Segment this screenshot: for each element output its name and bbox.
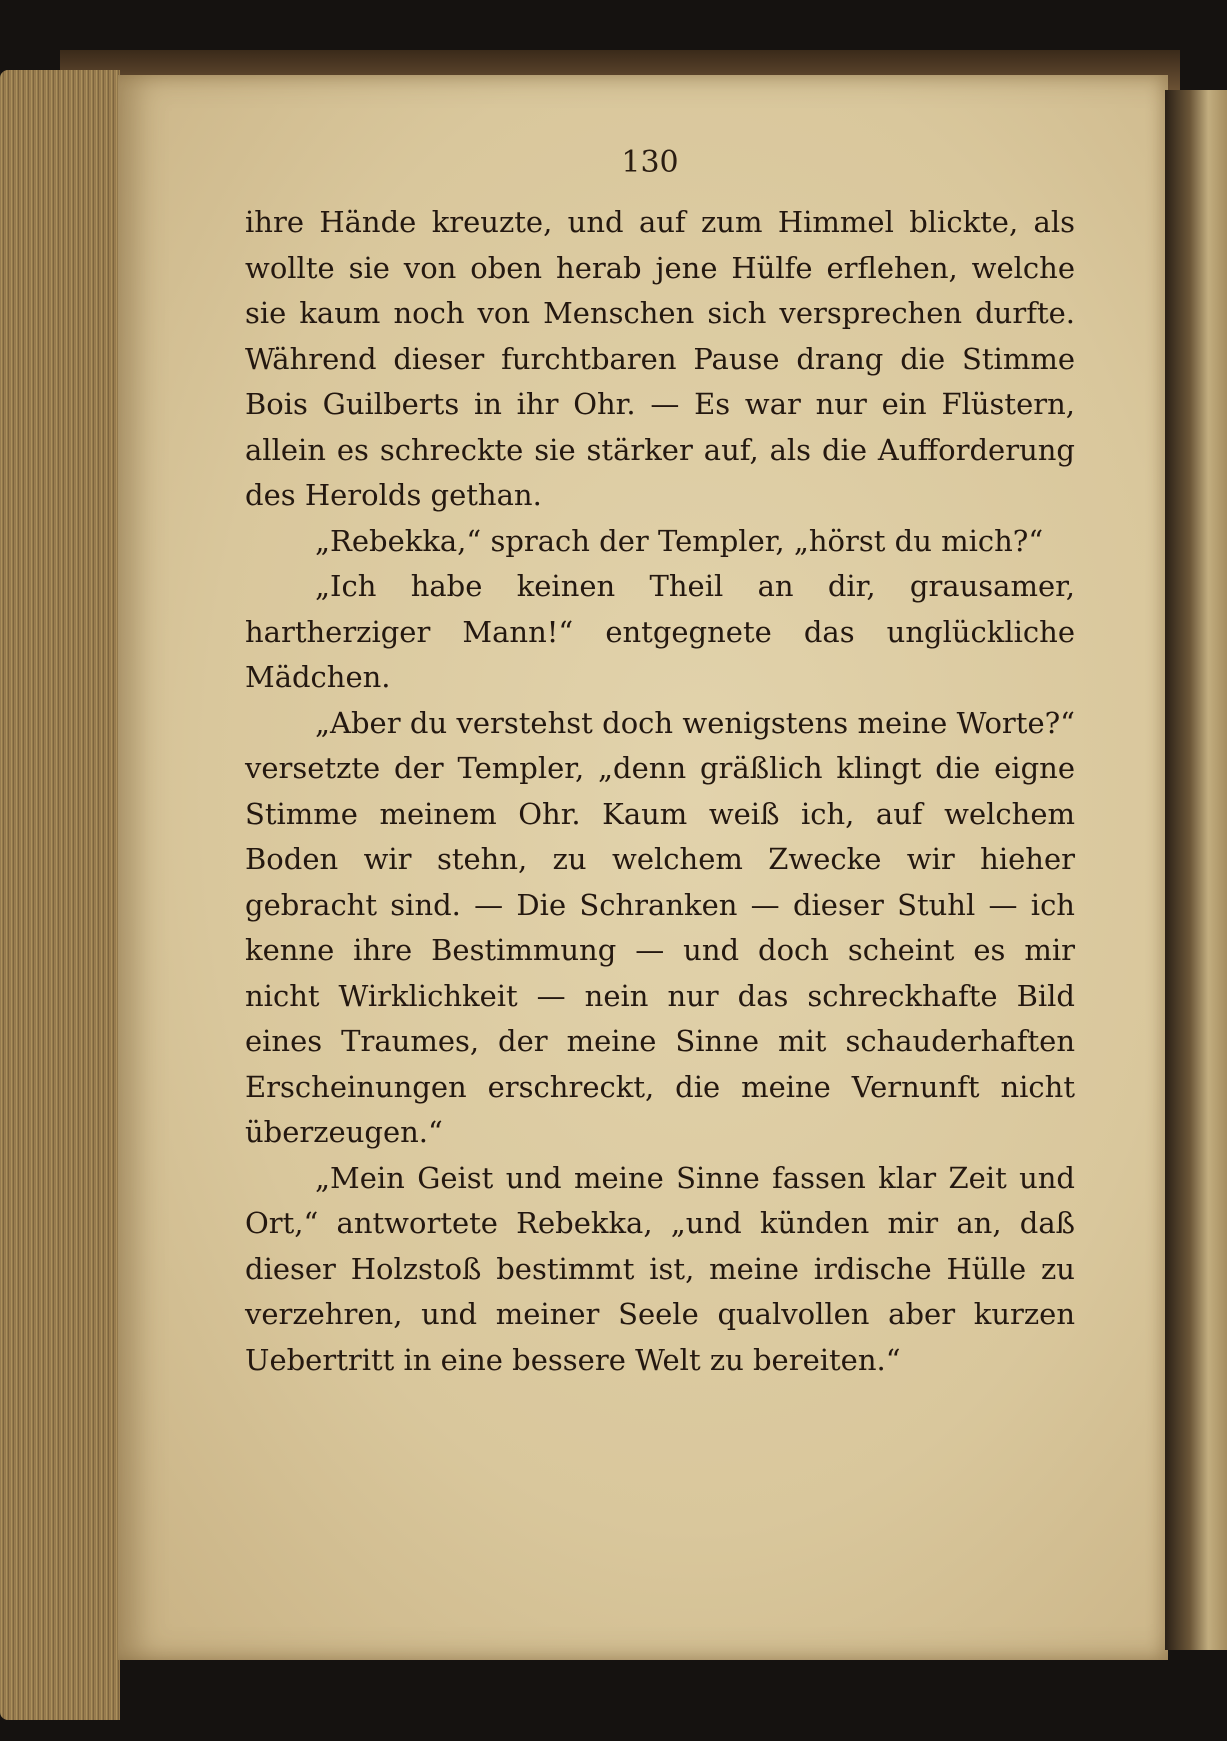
- paragraph-1: ihre Hände kreuzte, und auf zum Himmel blickte, als wollte sie von oben herab jene Hülfe erflehen, welche sie kaum noch von Menschen sich versprechen durfte. Während dieser furchtbaren Pause drang die Stimme Bois Guilberts in ihr Ohr. — Es war nur ein Flüstern, allein es schreckte sie stärker auf, als die Aufforderung des Herolds gethan.: [245, 205, 1075, 512]
- page-edges-left: [0, 70, 120, 1720]
- paragraph-3: „Ich habe keinen Theil an dir, grausamer, hartherziger Mann!“ entgegnete das unglückliche Mädchen.: [245, 569, 1075, 694]
- paragraph-5: „Mein Geist und meine Sinne fassen klar Zeit und Ort,“ antwortete Rebekka, „und künden mir an, daß dieser Holzstoß bestimmt ist, meine irdische Hülle zu verzehren, und meiner Seele qualvollen aber kurzen Uebertritt in eine bessere Welt zu bereiten.“: [245, 1160, 1075, 1377]
- page-number: 130: [621, 145, 679, 180]
- page-text: [245, 200, 1075, 1383]
- paragraph-2: „Rebekka,“ sprach der Templer, „hörst du mich?“: [315, 523, 1044, 558]
- paragraph-4: „Aber du verstehst doch wenigstens meine Worte?“ versetzte der Templer, „denn gräßlich klingt die eigne Stimme meinem Ohr. Kaum weiß ich, auf welchem Boden wir stehn, zu welchem Zwecke wir hieher gebracht sind. — Die Schranken — dieser Stuhl — ich kenne ihre Bestimmung — und doch scheint es mir nicht Wirklichkeit — nein nur das schreckhafte Bild eines Traumes, der meine Sinne mit schauderhaften Erscheinungen erschreckt, die meine Vernunft nicht überzeugen.“: [245, 705, 1075, 1149]
- book-cover-right: [1165, 90, 1227, 1650]
